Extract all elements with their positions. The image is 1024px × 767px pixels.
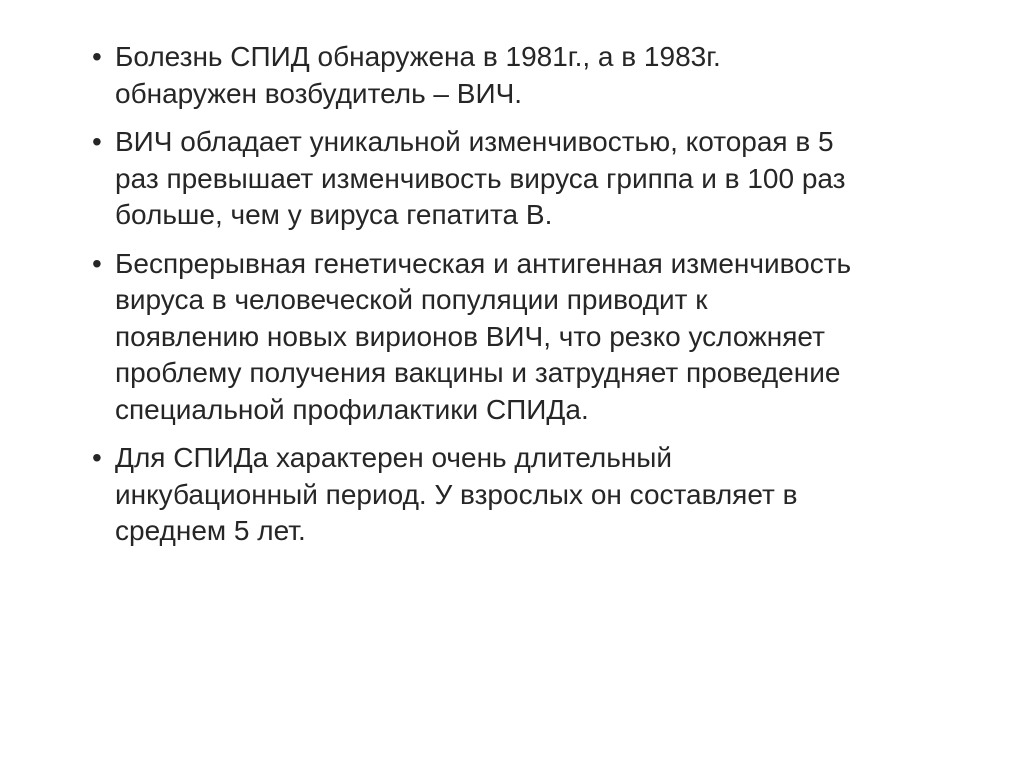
bullet-text-line: раз превышает изменчивость вируса гриппа и в 100 раз	[115, 162, 846, 194]
bullet-text-line: вируса в человеческой популяции приводит к	[115, 284, 708, 315]
bullet-item-variability	[92, 124, 972, 234]
bullet-list	[92, 39, 972, 562]
bullet-text-line: больше, чем у вируса гепатита В.	[115, 199, 553, 230]
bullet-text-line: инкубационный период. У взрослых он составляет в	[115, 478, 798, 510]
bullet-text-line: Болезнь СПИД обнаружена в 1981г., а в 1983г.	[115, 41, 721, 72]
bullet-item-antigenic-variability	[92, 246, 972, 429]
bullet-icon: •	[92, 41, 102, 72]
bullet-icon: •	[92, 247, 102, 279]
bullet-text-line: обнаружен возбудитель – ВИЧ.	[115, 77, 523, 109]
bullet-item-discovery	[92, 39, 972, 112]
bullet-text-line: появлению новых вирионов ВИЧ, что резко усложняет	[115, 320, 825, 352]
bullet-text-line: специальной профилактики СПИДа.	[115, 393, 589, 425]
bullet-item-incubation	[92, 440, 972, 550]
bullet-text-line: среднем 5 лет.	[115, 515, 306, 546]
bullet-text-line: Для СПИДа характерен очень длительный	[115, 442, 673, 473]
bullet-icon: •	[92, 126, 102, 157]
bullet-text-line: Беспрерывная генетическая и антигенная изменчивость	[115, 247, 852, 279]
bullet-icon: •	[92, 442, 102, 473]
bullet-text-line: ВИЧ обладает уникальной изменчивостью, которая в 5	[115, 126, 834, 157]
bullet-text-line: проблему получения вакцины и затрудняет проведение	[115, 357, 841, 388]
